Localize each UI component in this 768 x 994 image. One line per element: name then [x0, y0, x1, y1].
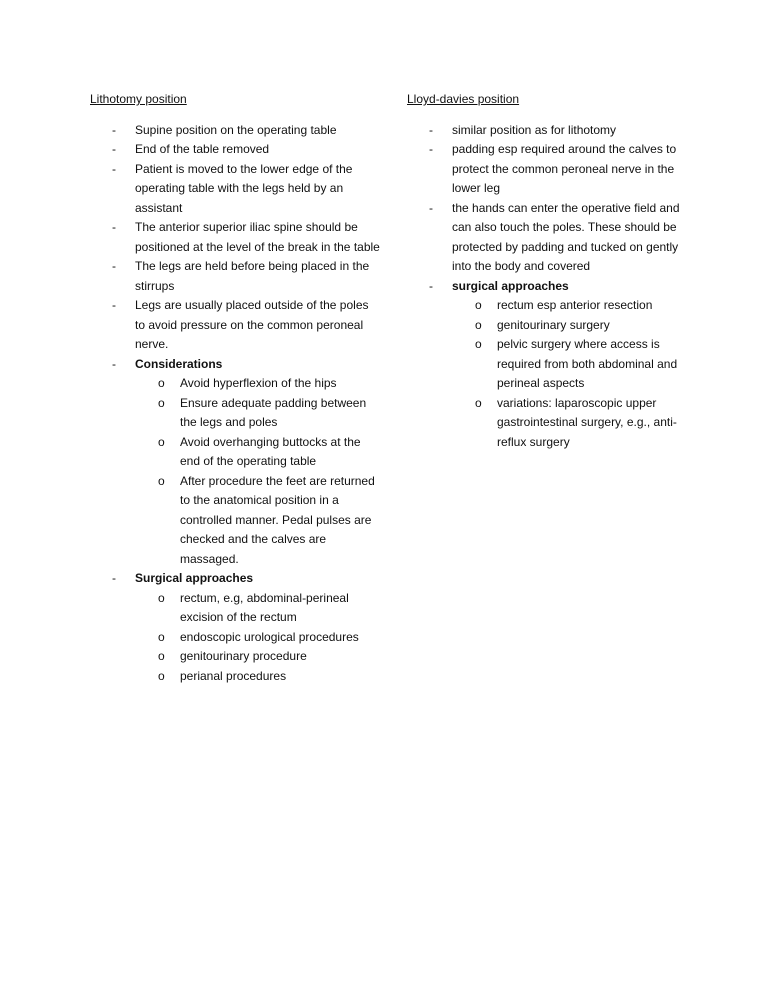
- circle-bullet: o: [475, 395, 482, 410]
- sub-list-item-text: After procedure the feet are returned to the anatomical position in a controlled manner. Pedal pulses are checked and the calves are massaged.: [180, 473, 375, 566]
- dash-bullet: -: [429, 278, 433, 293]
- list-item: [90, 218, 380, 257]
- list-item-text: Patient is moved to the lower edge of the operating table with the legs held by an assistant: [135, 161, 353, 215]
- section-heading: Lloyd-davies position: [407, 92, 520, 106]
- dash-bullet: -: [429, 122, 433, 137]
- list-item-text: Considerations: [135, 356, 223, 371]
- dash-bullet: -: [112, 571, 116, 585]
- sub-list-item-text: variations: laparoscopic upper gastrointestinal surgery, e.g., anti-reflux surgery: [497, 395, 677, 449]
- sub-list-item: [135, 667, 380, 687]
- list-item-text: the hands can enter the operative field and can also touch the poles. These should be protected by padding and tucked on gently into the body and covered: [452, 200, 680, 273]
- left-column: [90, 90, 380, 686]
- list-item: [90, 355, 380, 570]
- list-item-text: similar position as for lithotomy: [452, 122, 617, 137]
- dash-bullet: -: [429, 200, 433, 215]
- list-item: [407, 140, 697, 199]
- circle-bullet: o: [158, 649, 165, 663]
- sub-list-item-text: endoscopic urological procedures: [180, 629, 359, 644]
- sub-list-item-text: pelvic surgery where access is required from both abdominal and perineal aspects: [497, 337, 678, 390]
- list-item: [407, 121, 697, 141]
- sub-list-item: [135, 589, 380, 628]
- dash-bullet: -: [429, 142, 433, 156]
- list-item: [90, 257, 380, 296]
- sub-list: [135, 374, 380, 569]
- dash-bullet: -: [112, 259, 116, 273]
- circle-bullet: o: [158, 473, 165, 488]
- list-item: [90, 121, 380, 141]
- sub-list-item: [452, 296, 697, 316]
- sub-list-item: [452, 316, 697, 336]
- sub-list-item: [135, 628, 380, 648]
- dash-bullet: -: [112, 356, 116, 371]
- sub-list-item-text: Ensure adequate padding between the legs and poles: [180, 395, 367, 429]
- sub-list-item: [135, 647, 380, 667]
- list-item-text: Legs are usually placed outside of the poles to avoid pressure on the common peroneal nerve.: [135, 298, 369, 351]
- circle-bullet: o: [158, 395, 165, 410]
- sub-list-item: [452, 335, 697, 394]
- sub-list: [135, 589, 380, 687]
- sub-list-item: [135, 394, 380, 433]
- list-item-text: padding esp required around the calves to protect the common peroneal nerve in the lower leg: [452, 142, 677, 195]
- sub-list-item-text: Avoid overhanging buttocks at the end of the operating table: [180, 434, 361, 468]
- sub-list-item-text: rectum, e.g, abdominal-perineal excision of the rectum: [180, 590, 349, 624]
- dash-bullet: -: [112, 220, 116, 234]
- dash-bullet: -: [112, 142, 116, 156]
- main-list: [90, 121, 380, 687]
- sub-list-item-text: perianal procedures: [180, 668, 287, 683]
- sub-list-item-text: rectum esp anterior resection: [497, 298, 653, 312]
- list-item-text: Supine position on the operating table: [135, 122, 337, 137]
- circle-bullet: o: [475, 317, 482, 332]
- list-item: [90, 140, 380, 160]
- circle-bullet: o: [158, 590, 165, 605]
- sub-list-item-text: Avoid hyperflexion of the hips: [180, 376, 337, 390]
- sub-list-item: [135, 433, 380, 472]
- sub-list-item: [135, 374, 380, 394]
- sub-list-item: [135, 472, 380, 570]
- list-item-text: End of the table removed: [135, 142, 270, 156]
- list-item: [407, 277, 697, 453]
- circle-bullet: o: [158, 629, 165, 644]
- list-item: [90, 296, 380, 355]
- dash-bullet: -: [112, 161, 116, 176]
- sub-list-item: [452, 394, 697, 453]
- circle-bullet: o: [475, 337, 482, 351]
- list-item-text: The anterior superior iliac spine should be positioned at the level of the break in the table: [135, 220, 380, 254]
- list-item-text: Surgical approaches: [135, 571, 254, 585]
- sub-list-item-text: genitourinary procedure: [180, 649, 307, 663]
- list-item-text: The legs are held before being placed in the stirrups: [135, 259, 370, 293]
- sub-list-item-text: genitourinary surgery: [497, 317, 610, 332]
- main-list: [407, 121, 697, 453]
- list-item: [90, 160, 380, 219]
- list-item: [407, 199, 697, 277]
- sub-list: [452, 296, 697, 452]
- circle-bullet: o: [475, 298, 482, 312]
- list-item-text: surgical approaches: [452, 278, 569, 293]
- dash-bullet: -: [112, 122, 116, 137]
- circle-bullet: o: [158, 434, 165, 449]
- right-column: [407, 90, 697, 452]
- dash-bullet: -: [112, 298, 116, 312]
- circle-bullet: o: [158, 668, 165, 683]
- list-item: [90, 569, 380, 686]
- section-heading: Lithotomy position: [90, 92, 187, 106]
- circle-bullet: o: [158, 376, 165, 390]
